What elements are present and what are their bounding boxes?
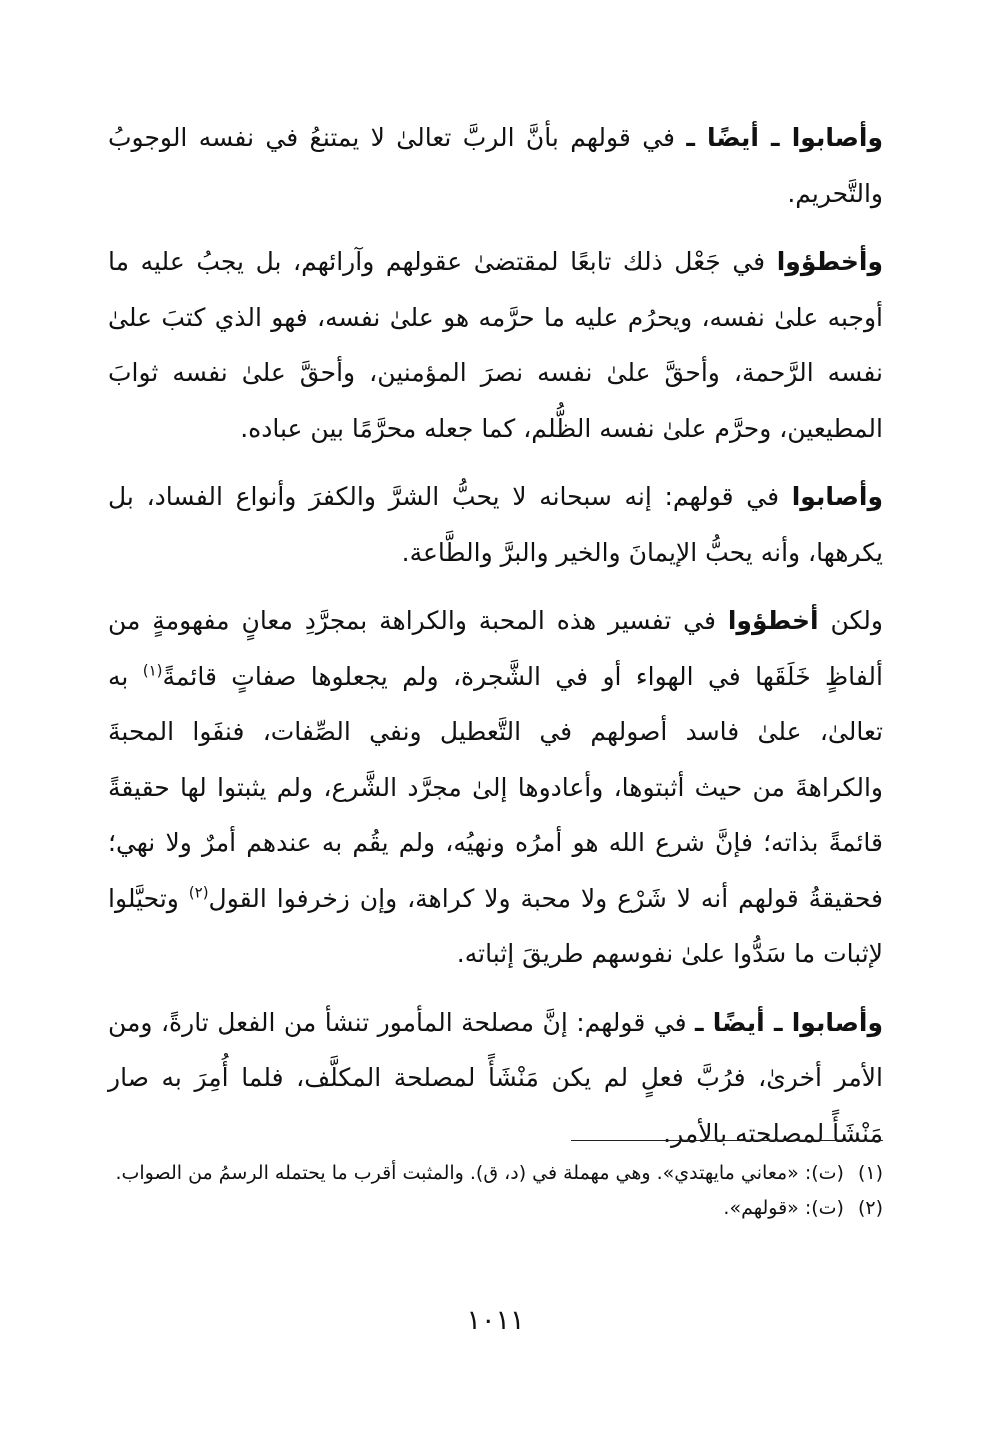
footnote-number: (٢) [857,1197,883,1219]
paragraph-3 [108,469,883,580]
paragraph-lead: وأصابوا ـ أيضًا ـ [686,123,883,152]
paragraph-4 [108,593,883,982]
paragraph-text-b: به تعالىٰ، علىٰ فاسد أصولهم في التَّعطيل ونفي الصِّفات، فنفَوا المحبةَ والكراهةَ من حيث أثبتوها، وأعادوها إلىٰ مجرَّد الشَّرع، ولم يثبتوا لها حقيقةً قائمةً بذاته؛ فإنَّ شرع الله هو أمرُه ونهيُه، ولم يقُم به عندهم أمرٌ ولا نهي؛ فحقيقةُ قولهم أنه لا شَرْع ولا محبة ولا كراهة، وإن زخرفوا القول [108,661,883,913]
paragraph-keyword: أخطؤوا [727,606,819,635]
paragraph-pre: ولكن [818,606,883,635]
footnote-text: (ت): «معاني مايهتدي». وهي مهملة في (د، ق). والمثبت أقرب ما يحتمله الرسمُ من الصواب. [115,1162,844,1184]
paragraph-2 [108,234,883,456]
footnote-number: (١) [857,1162,883,1184]
paragraph-text: في قولهم: إنَّ مصلحة المأمور تنشأ من الفعل تارةً، ومن الأمر أخرىٰ، فرُبَّ فعلٍ لم يكن مَنْشَأً لمصلحة المكلَّف، فلما أُمِرَ به صار مَنْشَأً لمصلحته بالأمر. [108,1007,883,1148]
paragraph-text: في قولهم بأنَّ الربَّ تعالىٰ لا يمتنعُ في نفسه الوجوبُ والتَّحريم. [108,123,883,208]
paragraph-lead: وأخطؤوا [776,247,883,276]
paragraph-lead: وأصابوا ـ أيضًا ـ [695,1007,883,1037]
paragraph-text-a: في تفسير هذه المحبة والكراهة بمجرَّدِ معانٍ مفهومةٍ من ألفاظٍ خَلَقَها في الهواء أو في الشَّجرة، ولم يجعلوها صفاتٍ قائمةً [108,606,883,691]
paragraph-5 [108,995,883,1162]
paragraph-1 [108,110,883,221]
footnote-divider [571,1140,883,1141]
footnote-ref-2[interactable]: (٢) [188,883,209,902]
paragraph-text: في جَعْل ذلك تابعًا لمقتضىٰ عقولهم وآرائهم، بل يجبُ عليه ما أوجبه علىٰ نفسه، ويحرُم عليه ما حرَّمه هو علىٰ نفسه، فهو الذي كتبَ علىٰ نفسه الرَّحمة، وأحقَّ علىٰ نفسه نصرَ المؤمنين، وأحقَّ علىٰ نفسه ثوابَ المطيعين، وحرَّم علىٰ نفسه الظُّلم، كما جعله محرَّمًا بين عباده. [108,247,883,443]
footnote-text: (ت): «قولهم». [723,1197,844,1219]
main-text [108,110,883,1174]
footnote-1 [108,1156,883,1191]
paragraph-text: في قولهم: إنه سبحانه لا يحبُّ الشرَّ والكفرَ وأنواع الفساد، بل يكرهها، وأنه يحبُّ الإيمانَ والخير والبرَّ والطَّاعة. [108,482,883,567]
paragraph-text-c: وتحيَّلوا لإثبات ما سَدُّوا علىٰ نفوسهم طريقَ إثباته. [108,883,883,968]
footnote-ref-1[interactable]: (١) [142,661,163,680]
footnotes [108,1156,883,1226]
page-number: ١٠١١ [466,1305,525,1336]
footnote-2 [108,1191,883,1226]
paragraph-lead: وأصابوا [791,482,883,511]
